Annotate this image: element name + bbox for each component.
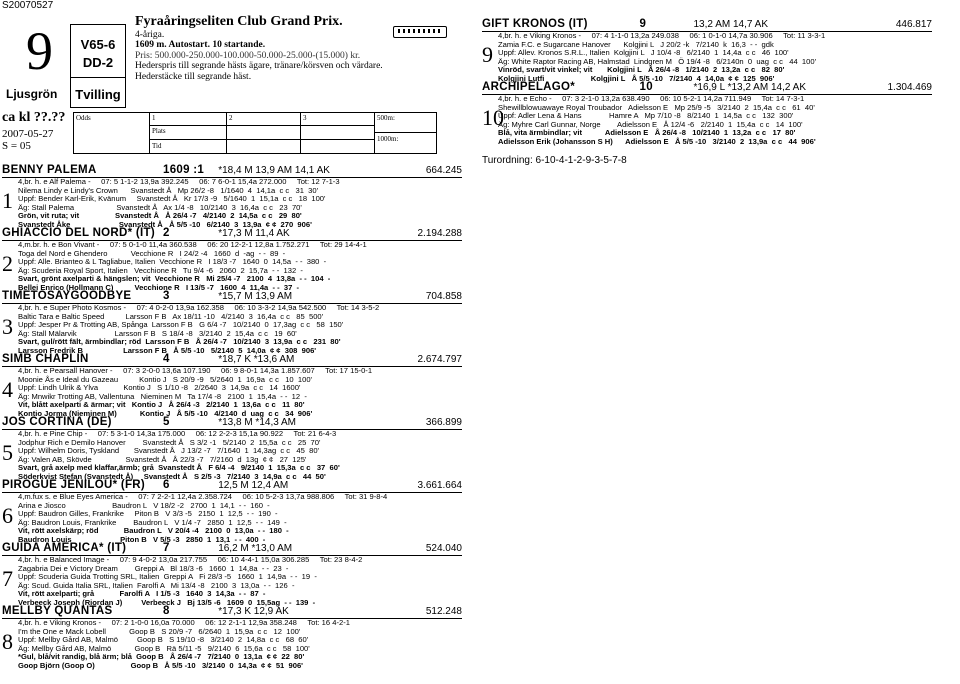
horse-entry bbox=[2, 542, 462, 605]
track-color: Ljusgrön bbox=[6, 87, 58, 101]
horse-earnings: 1.304.469 bbox=[887, 82, 932, 93]
race-line: Svart, grönt axelparti & hängslen; vit Vecchione R Mi 25/4 -7 2100 4 13,8a - - 104 - bbox=[18, 274, 331, 284]
start-position: 4 bbox=[163, 353, 170, 365]
race-line: Kontio Jorma (Nieminen M) Kontio J Å 5/5 -10 4/2140 d uag c c 34 906' bbox=[18, 408, 313, 418]
race-line: Vit, blått axelparti & ärmar; vit Kontio J Å 26/4 -3 2/2140 1 13,6a c c 11 80' bbox=[18, 400, 305, 410]
race-line: *Gul, blå/vit randig, blå ärm; blå Goop B Å 26/4 -7 7/2140 0 13,1a ¢ ¢ 22 80' bbox=[18, 652, 305, 662]
horse-name: JOS CORTINA (DE) bbox=[2, 416, 112, 428]
horse-record: *17,3 K 12,9 AK bbox=[218, 606, 289, 617]
horse-earnings: 704.858 bbox=[425, 291, 462, 302]
horse-record: *18,4 M 13,9 AM 14,1 AK bbox=[218, 165, 330, 176]
race-line: Äg: Valen AB, Skövde Svanstedt Å Å 22/3 -7 7/2160 d 13g ¢ ¢ 27 125' bbox=[18, 454, 307, 464]
start-number: 1 bbox=[2, 188, 13, 213]
start-position: 10 bbox=[639, 81, 653, 93]
horse-record: *18,7 K *13,6 AM bbox=[218, 354, 295, 365]
m1000-label: 1000m: bbox=[377, 135, 399, 143]
race-line: Uppf: Alle. Brianteo & L Tagliabue, Italien Vecchione R I 18/3 -7 1640 0 14,5a - - 380 - bbox=[18, 257, 327, 267]
race-line: Adielsson Erik (Johansson S H) Adielsson E Å 5/5 -10 3/2140 2 13,9a c c 44 906' bbox=[498, 136, 816, 146]
odds-label: Odds bbox=[76, 114, 91, 122]
start-position: 2 bbox=[163, 227, 170, 239]
start-position: 1609 :1 bbox=[163, 164, 205, 176]
pedigree-line: 4,m.fux s. e Blue Eyes America - 07: 7 2-2-1 12,4a 2.358.724 06: 10 5-2-3 13,7a 988.806 Tot: 31 9-8-4 bbox=[18, 493, 388, 501]
race-prize: Pris: 500.000-250.000-100.000-50.000-25.000-(15.000) kr. bbox=[135, 50, 361, 61]
race-line: I'm the One e Mack Lobell Goop B S 20/9 -7 6/2640 1 15,9a c c 12 100' bbox=[18, 626, 301, 636]
horse-record: 16,2 M *13,0 AM bbox=[218, 543, 293, 554]
race-honor: Hederspris till segrande hästs ägare, tränare/körsven och värdare. bbox=[135, 61, 383, 72]
race-line: Kolgjini Lutfi Kolgjini L Å 5/5 -10 7/2140 4 14,0a ¢ ¢ 125 906' bbox=[498, 73, 775, 83]
horse-entry bbox=[2, 227, 462, 290]
race-number: 9 bbox=[26, 21, 53, 81]
race-line: Uppf: Jesper Pr & Trotting AB, Spånga Larsson F B G 6/4 -7 10/2140 0 17,3ag c c 58 150' bbox=[18, 320, 344, 330]
race-line: Svanstedt Åke Svanstedt Å Å 5/5 -10 6/2140 3 13,9a ¢ ¢ 270 906' bbox=[18, 219, 312, 229]
pedigree-line: 4,br. h. e Super Photo Kosmos - 07: 4 0-2-0 13,9a 162.358 06: 10 3-3-2 14,9a 542.500 Tot: 14 3-5-2 bbox=[18, 304, 380, 312]
horse-record: 13,2 AM 14,7 AK bbox=[693, 19, 768, 30]
race-line: Söderkvist Stefan (Svanstedt Å) Svanstedt Å S 2/5 -3 7/2140 3 14,9a c c 44 50' bbox=[18, 471, 326, 481]
m500-label: 500m: bbox=[377, 114, 395, 122]
horse-record: *17,3 M 11,4 AK bbox=[218, 228, 290, 239]
document-id: S20070527 bbox=[2, 0, 54, 11]
horse-name: PIROGUE JENILOU* (FR) bbox=[2, 479, 146, 491]
col2-label: 2 bbox=[229, 114, 233, 122]
horse-entry bbox=[2, 479, 462, 542]
race-line: Svart, grå axelp med klaffar,ärmb; grå Svanstedt Å F 6/4 -4 9/2140 1 15,3a c c 37 60' bbox=[18, 463, 340, 473]
race-line: Moonie Ås e Ideal du Gazeau Kontio J S 20/9 -9 5/2640 1 16,9a c c 10 100' bbox=[18, 374, 312, 384]
horse-name: MELLBY QUANTAS bbox=[2, 605, 113, 617]
race-line: Äg: Mnwikr Trotting AB, Vallentuna Nieminen M Ta 17/4 -8 2100 1 15,4a - - 12 - bbox=[18, 391, 307, 401]
race-line: Vinröd, svart/vit vinkel; vit Kolgjini L Å 26/4 -8 1/2140 2 13,2a c c 82 80' bbox=[498, 65, 785, 75]
start-number: 9 bbox=[482, 42, 493, 67]
horse-name: TIMETOSAYGOODBYE bbox=[2, 290, 132, 302]
race-line: Uppf: Bender Karl-Erik, Kvänum Svanstedt Å Kr 17/3 -9 5/1640 1 15,1a c c 18 100' bbox=[18, 194, 326, 204]
race-line: Äg: Mellby Gård AB, Malmö Goop B Rä 5/11 -5 9/2140 6 15,6a c c 58 100' bbox=[18, 643, 310, 653]
race-line: Nilema Lindy e Lindy's Crown Svanstedt Å Mp 26/2 -8 1/1640 4 14,1a c c 31 30' bbox=[18, 185, 319, 195]
horse-earnings: 2.194.288 bbox=[417, 228, 462, 239]
col3-label: 3 bbox=[303, 114, 307, 122]
start-number: 4 bbox=[2, 377, 13, 402]
race-title: Fyraåringseliten Club Grand Prix. bbox=[135, 14, 343, 29]
pedigree-line: 4,br. h. e Pearsall Hanover - 07: 3 2-0-0 13,6a 107.190 06: 9 8-0-1 14,3a 1.857.607 Tot: 17 15-0-1 bbox=[18, 367, 373, 375]
race-line: Äg: Stall Mälarvik Larsson F B S 18/4 -8 3/2140 2 15,4a c c 19 60' bbox=[18, 328, 297, 338]
pedigree-line: 4,br. h. e Pine Chip - 07: 5 3-1-0 14,3a 175.000 06: 12 2-2-3 15,1a 90.922 Tot: 21 6-4-3 bbox=[18, 430, 337, 438]
start-position: 7 bbox=[163, 542, 170, 554]
start-number: 7 bbox=[2, 566, 13, 591]
race-line: Baltic Tara e Baltic Speed Larsson F B Ax 18/11 -10 4/2140 3 16,4a c c 85 500' bbox=[18, 311, 324, 321]
horse-record: 12,5 M 12,4 AM bbox=[218, 480, 289, 491]
odds-result-box bbox=[73, 112, 437, 154]
start-number: 6 bbox=[2, 503, 13, 528]
race-line: Äg: Stall Palema Svanstedt Å Ax 1/4 -8 10/2140 3 16,4a c c 23 70' bbox=[18, 202, 302, 212]
race-line: Svart, gul/rött fält, ärmbindlar; röd Larsson F B Å 26/4 -7 10/2140 3 13,9a c c 231 80' bbox=[18, 337, 341, 347]
pedigree-line: 4,br. h. e Viking Kronos - 07: 4 1-1-0 13,2a 249.038 06: 1 0-1-0 14,7a 30.906 Tot: 11 3-3-1 bbox=[498, 32, 826, 40]
start-order: Turordning: 6-10-4-1-2-9-3-5-7-8 bbox=[482, 155, 627, 166]
race-line: Uppf: Mellby Gård AB, Malmö Goop B S 19/10 -8 3/2140 2 14,8a c c 68 60' bbox=[18, 635, 309, 645]
horse-name: SIMB CHAPLIN bbox=[2, 353, 89, 365]
horse-entry bbox=[482, 18, 932, 81]
race-line: Zagabria Dei e Victory Dream Greppi A Bl 18/3 -6 1660 1 14,8a - - 23 - bbox=[18, 563, 289, 573]
horse-earnings: 3.661.664 bbox=[417, 480, 462, 491]
race-line: Uppf: Adler Lena & Hans Hamre A Mp 7/10 -8 8/2140 1 14,5a c c 132 300' bbox=[498, 111, 794, 121]
horse-entry bbox=[2, 605, 462, 668]
race-line: Uppf: Allev. Kronos S.R.L., Italien Kolgjini L J 10/4 -8 6/2140 1 14,4a c c 46 100' bbox=[498, 48, 789, 58]
race-line: Vit, rött axelskärp; röd Baudron L V 20/4 -4 2100 0 13,0a - - 180 - bbox=[18, 526, 289, 536]
pedigree-line: 4,br. h. e Viking Kronos - 07: 2 1-0-0 16,0a 70.000 06: 12 2-1-1 12,9a 358.248 Tot: 16 4-2-1 bbox=[18, 619, 350, 627]
bet-types-box bbox=[70, 24, 126, 108]
horse-entry bbox=[2, 290, 462, 353]
race-line: Äg: Scud. Guida Italia SRL, Italien Farolfi A Mi 13/4 -8 2100 3 13,0a - - 126 - bbox=[18, 580, 295, 590]
start-position: 9 bbox=[639, 18, 647, 30]
race-line: Äg: Myhre Carl Gunnar, Norge Adielsson E Å 12/4 -6 2/2140 1 15,4a c c 14 100' bbox=[498, 119, 803, 129]
horse-name: GUIDA AMERICA* (IT) bbox=[2, 542, 127, 554]
v65-logo-icon bbox=[393, 26, 447, 38]
start-number: 3 bbox=[2, 314, 13, 339]
race-line: Toga del Nord e Ghendero Vecchione R I 24/2 -4 1660 d -ag - - 89 - bbox=[18, 248, 286, 258]
race-blanket: Hederstäcke till segrande häst. bbox=[135, 71, 252, 82]
start-position: 6 bbox=[163, 479, 170, 491]
horse-name: ARCHIPELAGO* bbox=[482, 81, 576, 93]
pedigree-line: 4,br. h. e Balanced Image - 07: 9 4-0-2 13,0a 217.755 06: 10 4-4-1 15,0a 306.285 Tot: 23 8-4-2 bbox=[18, 556, 363, 564]
race-age: 4-åriga. bbox=[135, 30, 165, 40]
pedigree-line: 4,br. h. e Echo - 07: 3 2-1-0 13,2a 638.490 06: 10 5-2-1 14,2a 711.949 Tot: 14 7-3-1 bbox=[498, 95, 805, 103]
horse-entry bbox=[482, 81, 932, 144]
box-divider bbox=[71, 77, 125, 78]
start-number: 5 bbox=[2, 440, 13, 465]
start-position: 5 bbox=[163, 416, 170, 428]
horse-earnings: 366.899 bbox=[425, 417, 462, 428]
horse-earnings: 2.674.797 bbox=[417, 354, 462, 365]
race-line: Äg: Baudron Louis, Frankrike Baudron L V 1/4 -7 2850 1 12,5 - - 149 - bbox=[18, 517, 287, 527]
race-distance: 1609 m. Autostart. 10 startande. bbox=[135, 40, 266, 51]
horse-name: GIFT KRONOS (IT) bbox=[482, 18, 588, 30]
start-time: ca kl ??.?? bbox=[2, 110, 66, 125]
col1-label: 1 bbox=[152, 114, 156, 122]
race-line: Bellei Enrico (Hollmann C) Vecchione R I 13/5 -7 1600 4 11,4a - - 37 - bbox=[18, 282, 300, 292]
pedigree-line: 4,m.br. h. e Bon Vivant - 07: 5 0-1-0 11,4a 360.538 06: 20 12-2-1 12,8a 1.752.271 Tot: 29 14-4-1 bbox=[18, 241, 367, 249]
right-entries bbox=[482, 18, 960, 144]
horse-entry bbox=[2, 164, 462, 227]
horse-name: GHIACCIO DEL NORD* (IT) bbox=[2, 227, 155, 239]
horse-entry bbox=[2, 353, 462, 416]
start-time-box bbox=[2, 112, 65, 152]
tid-label: Tid bbox=[152, 142, 162, 150]
race-line: Vit, rött axelparti; grå Farolfi A I 1/5 -3 1640 3 14,3a - - 87 - bbox=[18, 589, 266, 599]
start-number: 8 bbox=[2, 629, 13, 654]
plats-label: Plats bbox=[152, 127, 166, 135]
race-line: Verbeeck Joseph (Riordan J) Verbeeck J Bj 13/5 -6 1609 0 15,5ag - - 139 - bbox=[18, 597, 316, 607]
start-position: 3 bbox=[163, 290, 170, 302]
horse-earnings: 524.040 bbox=[425, 543, 462, 554]
horse-earnings: 664.245 bbox=[425, 165, 462, 176]
start-number: 2 bbox=[2, 251, 13, 276]
race-line: Grön, vit ruta; vit Svanstedt Å Å 26/4 -7 4/2140 2 14,5a c c 29 80' bbox=[18, 211, 302, 221]
race-line: Äg: Scuderia Royal Sport, Italien Vecchione R Tu 9/4 -6 2060 2 15,7a - - 132 - bbox=[18, 265, 303, 275]
start-number: 10 bbox=[482, 105, 504, 130]
horse-earnings: 512.248 bbox=[425, 606, 462, 617]
pedigree-line: 4,br. h. e Alf Palema - 07: 5 1-1-2 13,9a 392.245 06: 7 6-0-1 15,4a 272.000 Tot: 12 7-1-3 bbox=[18, 178, 340, 186]
start-position: 8 bbox=[163, 605, 170, 617]
race-line: Blå, vita ärmbindlar; vit Adielsson E Å 26/4 -8 10/2140 1 13,2a c c 17 80' bbox=[498, 128, 796, 138]
race-line: Goop Björn (Goop O) Goop B Å 5/5 -10 3/2140 0 14,3a ¢ ¢ 51 906' bbox=[18, 660, 303, 670]
bet-type-tvilling: Tvilling bbox=[75, 87, 121, 102]
race-line: Zamia F.C. e Sugarcane Hanover Kolgjini L J 20/2 -k 7/2140 k 16,3 - - gdk bbox=[498, 39, 774, 49]
race-line: Uppf: Wilhelm Doris, Tyskland Svanstedt Å J 13/2 -7 7/1640 1 14,3ag c c 45 80' bbox=[18, 446, 319, 456]
horse-record: *16,9 L *13,2 AM 14,2 AK bbox=[693, 82, 806, 93]
race-line: Äg: White Raptor Racing AB, Halmstad Lindgren M Ö 19/4 -8 6/2140n 0 uag c c 44 100' bbox=[498, 56, 817, 66]
race-s: S = 05 bbox=[2, 140, 31, 152]
left-entries bbox=[2, 164, 472, 668]
race-header bbox=[135, 14, 435, 82]
race-line: Larsson Fredrik B Larsson F B Å 5/5 -10 5/2140 5 14,0a ¢ ¢ 308 906' bbox=[18, 345, 317, 355]
race-line: Jodphur Rich e Demilo Hanover Svanstedt Å S 3/2 -1 5/2140 2 15,5a c c 25 70' bbox=[18, 437, 321, 447]
horse-record: *13,8 M *14,3 AM bbox=[218, 417, 297, 428]
horse-name: BENNY PALEMA bbox=[2, 164, 97, 176]
race-date: 2007-05-27 bbox=[2, 128, 54, 140]
race-line: Arina e Jiosco Baudron L V 18/2 -2 2700 1 14,1 - - 160 - bbox=[18, 500, 270, 510]
horse-record: *15,7 M 13,9 AM bbox=[218, 291, 293, 302]
race-line: Shewillblowuawaye Royal Troubador Adielsson E Mp 25/9 -5 3/2140 2 15,4a c c 61 40' bbox=[498, 102, 815, 112]
bet-type-v65: V65-6 bbox=[80, 37, 116, 52]
race-line: Uppf: Scuderia Guida Trotting SRL, Italien Greppi A Fi 28/3 -5 1660 1 14,9a - - 19 - bbox=[18, 572, 317, 582]
race-line: Baudron Louis Piton B V 5/5 -3 2850 1 13,1 - - 400 - bbox=[18, 534, 266, 544]
race-line: Uppf: Lindh Ulrik & Ylva Kontio J S 1/10 -8 2/2640 3 14,9a c c 14 1600' bbox=[18, 383, 301, 393]
race-line: Uppf: Baudron Gilles, Frankrike Piton B V 3/3 -5 2150 1 12,5 - - 190 - bbox=[18, 509, 278, 519]
bet-type-dd: DD-2 bbox=[82, 55, 114, 70]
horse-entry bbox=[2, 416, 462, 479]
horse-earnings: 446.817 bbox=[895, 19, 932, 30]
